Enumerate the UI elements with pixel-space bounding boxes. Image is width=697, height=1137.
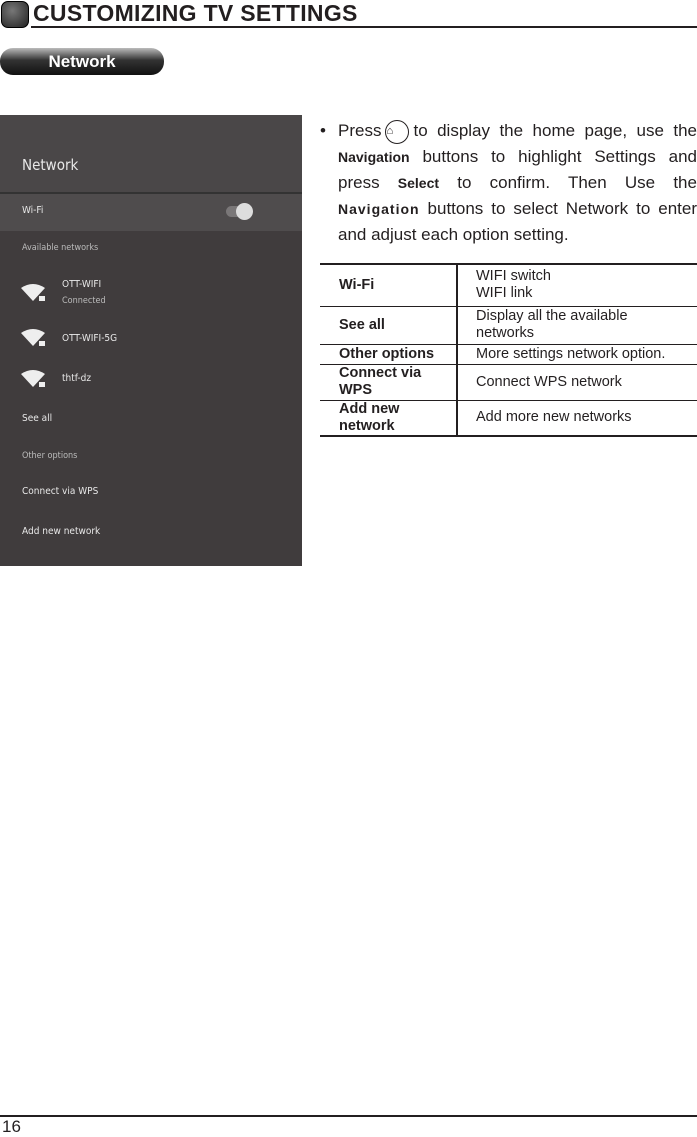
option-name: Other options	[320, 344, 457, 364]
tv-network-screenshot	[0, 115, 302, 566]
instruction-paragraph	[315, 118, 697, 248]
add-network-item: Add new network	[22, 526, 101, 537]
table-row	[320, 344, 697, 364]
select-term: Select	[397, 175, 440, 191]
screen-header	[0, 115, 302, 194]
text: Press	[338, 121, 382, 140]
network-name: thtf-dz	[62, 373, 92, 384]
table-row	[320, 264, 697, 306]
options-table	[320, 263, 697, 437]
title-divider	[31, 26, 697, 28]
option-name: Add new network	[320, 400, 457, 436]
bullet: •	[320, 121, 326, 140]
network-name: OTT-WIFI	[62, 279, 102, 290]
option-name: Wi-Fi	[320, 264, 457, 306]
table-row	[320, 400, 697, 436]
header-icon	[1, 1, 29, 28]
page-title: CUSTOMIZING TV SETTINGS	[33, 0, 358, 26]
desc-line: networks	[476, 325, 535, 341]
network-status: Connected	[62, 296, 106, 306]
text: buttons to select Network to enter and adjust each option setting.	[338, 199, 697, 244]
desc-line: Display all the available	[476, 308, 628, 324]
option-desc: More settings network option.	[457, 344, 697, 364]
wifi-lock-icon	[21, 283, 47, 303]
wifi-label: Wi-Fi	[22, 205, 44, 216]
wifi-lock-icon	[21, 328, 47, 348]
option-desc	[457, 264, 697, 306]
home-button-icon: ⌂	[385, 120, 409, 144]
desc-line: WIFI link	[476, 285, 533, 302]
other-options-label: Other options	[22, 451, 78, 461]
table-row	[320, 306, 697, 344]
connect-wps-item: Connect via WPS	[22, 486, 99, 497]
navigation-term: Navigation	[338, 201, 420, 217]
option-name: Connect via WPS	[320, 364, 457, 400]
option-name: See all	[320, 306, 457, 344]
text: to display the home page, use the	[413, 121, 697, 140]
available-networks-label: Available networks	[22, 243, 99, 253]
desc-line: WIFI switch	[476, 268, 551, 285]
wifi-row	[0, 194, 302, 231]
table-row	[320, 364, 697, 400]
page-number: 16	[2, 1117, 21, 1136]
screen-title: Network	[22, 156, 79, 174]
option-desc: Connect WPS network	[457, 364, 697, 400]
option-desc	[457, 306, 697, 344]
text: to confirm. Then Use the	[457, 173, 697, 192]
section-label: Network	[0, 48, 164, 75]
wifi-lock-icon	[21, 369, 47, 389]
navigation-term: Navigation	[338, 149, 410, 165]
option-desc: Add more new networks	[457, 400, 697, 436]
network-name: OTT-WIFI-5G	[62, 333, 118, 344]
text: buttons to highlight Settings and press	[338, 147, 697, 192]
footer-divider	[0, 1115, 697, 1117]
wifi-toggle-knob	[236, 203, 253, 220]
see-all-item: See all	[22, 413, 53, 424]
